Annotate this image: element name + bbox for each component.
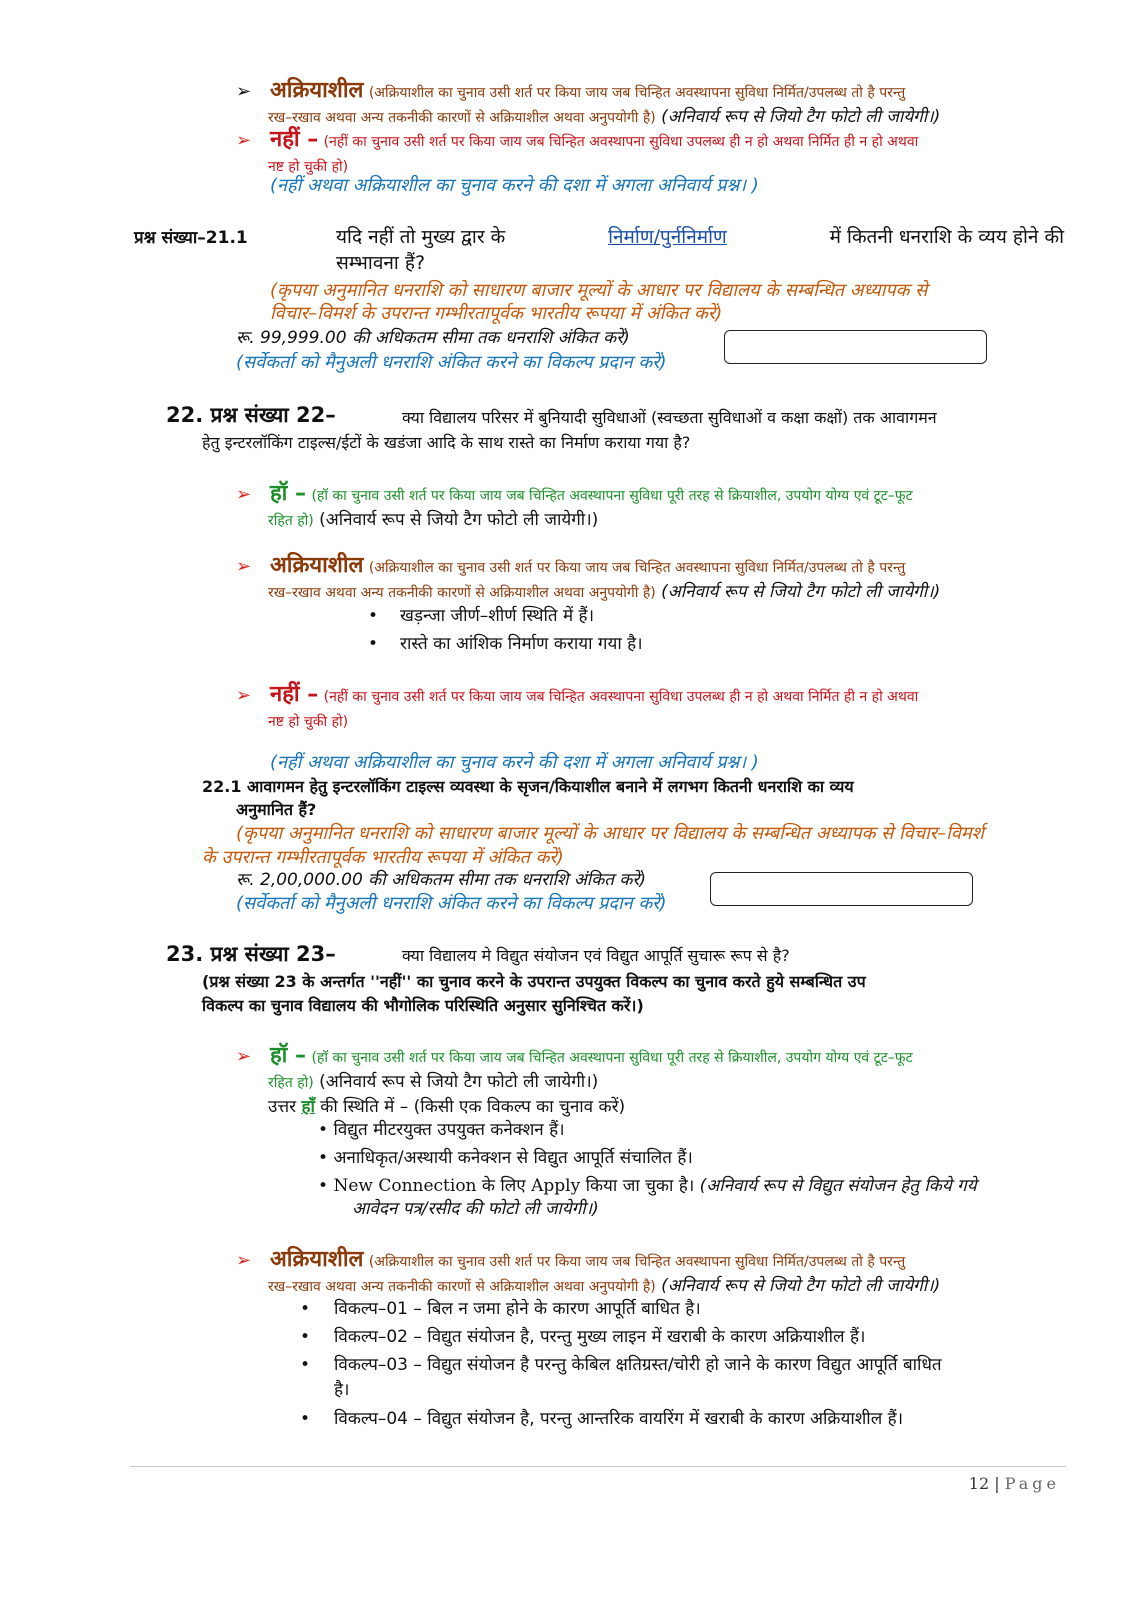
question-text: अनुमानित हैं? [236, 800, 317, 819]
vikalp-text: – बिल न जमा होने के कारण आपूर्ति बाधित है। [413, 1299, 701, 1319]
question-text: यदि नहीं तो मुख्य द्वार के [336, 226, 506, 248]
question-link-text: निर्माण/पुर्ननिर्माण [608, 226, 727, 248]
option-note: (अक्रियाशील का चुनाव उसी शर्त पर किया जाय जब चिन्हित अवस्थापना सुविधा निर्मित/उपलब्ध तो है परन्तु [368, 560, 906, 576]
option-head: अक्रियाशील [270, 553, 364, 578]
vikalp-text: – विद्युत संयोजन है, परन्तु मुख्य लाइन में खराबी के कारण अक्रियाशील हैं। [413, 1327, 866, 1347]
list-item [318, 1118, 565, 1143]
option-note: (हॉ का चुनाव उसी शर्त पर किया जाय जब चिन्हित अवस्थापना सुविधा पूरी तरह से क्रियाशील, उपयोग योग्य एवं टूट–फूट [311, 1050, 913, 1066]
vikalp-text: – विद्युत संयोजन है, परन्तु आन्तरिक वायरिंग में खराबी के कारण अक्रियाशील हैं। [413, 1409, 904, 1429]
option-note: नष्ट हो चुकी हो) [268, 714, 349, 730]
vikalp-list [300, 1297, 1060, 1432]
vikalp-label: विकल्प–03 [334, 1355, 408, 1375]
geotag-note: (अनिवार्य रूप से जियो टैग फोटो ली जायेगी।) [661, 582, 941, 602]
arrow-bullet-icon: ➢ [236, 484, 252, 505]
bullet-dot-icon: • [368, 606, 379, 626]
page-word: Page [1004, 1474, 1060, 1493]
page-number: 12 [968, 1474, 990, 1493]
manual-entry-note: (सर्वेकर्ता को मैनुअली धनराशि अंकित करने का विकल्प प्रदान करें) [236, 893, 667, 914]
option-head: हॉ – [270, 1043, 307, 1068]
vikalp-item [300, 1325, 1060, 1350]
list-item-note: (अनिवार्य रूप से विद्युत संयोजन हेतु किये गये [699, 1176, 977, 1196]
manual-entry-note: (सर्वेकर्ता को मैनुअली धनराशि अंकित करने का विकल्प प्रदान करें) [236, 352, 667, 373]
arrow-bullet-icon: ➢ [236, 130, 252, 151]
hint-text: (कृपया अनुमानित धनराशि को साधारण बाजार मूल्यों के आधार पर विद्यालय के सम्बन्धित अध्यापक से विचार–विमर्श [236, 823, 984, 844]
option-note: (अक्रियाशील का चुनाव उसी शर्त पर किया जाय जब चिन्हित अवस्थापना सुविधा निर्मित/उपलब्ध तो है परन्तु [368, 1254, 906, 1270]
next-question-note: (नहीं अथवा अक्रियाशील का चुनाव करने की दशा में अगला अनिवार्य प्रश्न। ) [270, 752, 759, 773]
list-item [318, 1146, 693, 1171]
option-note: नष्ट हो चुकी हो) [268, 159, 349, 175]
arrow-bullet-icon: ➢ [236, 1046, 252, 1067]
hint-text: के उपरान्त गम्भीरतापूर्वक भारतीय रूपया में अंकित करें) [202, 847, 564, 868]
option-note: रख–रखाव अथवा अन्य तकनीकी कारणों से अक्रियाशील अथवा अनुपयोगी है) [268, 110, 656, 126]
top-akriyasheel-option [236, 78, 940, 130]
bullet-dot-icon: • [300, 1299, 311, 1319]
top-nahin-option [236, 127, 918, 179]
vikalp-item [300, 1297, 1060, 1322]
option-head: हॉ – [270, 481, 307, 506]
vikalp-label: विकल्प–04 [334, 1409, 408, 1429]
next-question-note: (नहीं अथवा अक्रियाशील का चुनाव करने की दशा में अगला अनिवार्य प्रश्न। ) [270, 175, 759, 196]
question-text: सम्भावना हैं? [336, 252, 426, 274]
instruction-text: (प्रश्न संख्या 23 के अन्तर्गत ''नहीं'' का चुनाव करने के उपरान्त उपयुक्त विकल्प का चुनाव करते हुये सम्बन्धित उप [202, 972, 866, 991]
question-text: हेतु इन्टरलॉकिंग टाइल्स/ईटों के खडंजा आदि के साथ रास्ते का निर्माण कराया गया है? [202, 433, 691, 452]
footer-separator: | [994, 1474, 1000, 1493]
hint-text: (कृपया अनुमानित धनराशि को साधारण बाजार मूल्यों के आधार पर विद्यालय के सम्बन्धित अध्यापक से [270, 280, 928, 301]
geotag-note: (अनिवार्य रूप से जियो टैग फोटो ली जायेगी।) [319, 1072, 599, 1092]
option-note: रहित हो) [268, 1075, 314, 1091]
geotag-note: (अनिवार्य रूप से जियो टैग फोटो ली जायेगी।) [319, 510, 599, 530]
question-label: प्रश्न संख्या–21.1 [134, 228, 248, 248]
state-text: उत्तर [268, 1097, 297, 1117]
amount-input-21-1[interactable] [724, 330, 987, 364]
footer-divider [130, 1466, 1066, 1467]
q22-akriyasheel-option [236, 553, 940, 605]
list-item [368, 604, 594, 629]
option-note: (अक्रियाशील का चुनाव उसी शर्त पर किया जाय जब चिन्हित अवस्थापना सुविधा निर्मित/उपलब्ध तो है परन्तु [368, 85, 906, 101]
q22-haan-option [236, 481, 913, 533]
bullet-dot-icon: • [300, 1409, 311, 1429]
page-footer [969, 1474, 1060, 1493]
amount-limit: रू. 99,999.00 की अधिकतम सीमा तक धनराशि अंकित करें) [236, 328, 630, 348]
geotag-note: (अनिवार्य रूप से जियो टैग फोटो ली जायेगी।) [661, 107, 941, 127]
question-text: क्या विद्यालय मे विद्युत संयोजन एवं विद्युत आपूर्ति सुचारू रूप से है? [402, 946, 790, 965]
option-note: रख–रखाव अथवा अन्य तकनीकी कारणों से अक्रियाशील अथवा अनुपयोगी है) [268, 1279, 656, 1295]
question-label: 22. प्रश्न संख्या 22– [166, 403, 336, 427]
question-text: में कितनी धनराशि के व्यय होने की [829, 226, 1064, 248]
vikalp-text: है। [334, 1380, 350, 1400]
option-note: रख–रखाव अथवा अन्य तकनीकी कारणों से अक्रियाशील अथवा अनुपयोगी है) [268, 585, 656, 601]
question-21-1 [336, 224, 1064, 276]
vikalp-label: विकल्प–02 [334, 1327, 408, 1347]
vikalp-label: विकल्प–01 [334, 1299, 408, 1319]
list-item-note: आवेदन पत्र/रसीद की फोटो ली जायेगी।) [352, 1199, 599, 1219]
hint-text: विचार–विमर्श के उपरान्त गम्भीरतापूर्वक भारतीय रूपया में अंकित करें) [270, 303, 723, 324]
amount-limit: रू. 2,00,000.00 की अधिकतम सीमा तक धनराशि अंकित करें) [236, 870, 646, 890]
question-text: 22.1 आवागमन हेतु इन्टरलॉकिंग टाइल्स व्यवस्था के सृजन/कियाशील बनाने में लगभग कितनी धनराशि का व्यय [202, 777, 854, 796]
q23-akriyasheel-option [236, 1247, 940, 1299]
bullet-dot-icon: • [318, 1176, 334, 1196]
list-item-text: खड़न्जा जीर्ण–शीर्ण स्थिति में हैं। [400, 606, 595, 626]
bullet-dot-icon: • [368, 634, 379, 654]
arrow-bullet-icon: ➢ [236, 685, 252, 706]
bullet-dot-icon: • [300, 1355, 311, 1375]
list-item [368, 632, 643, 657]
question-label: 23. प्रश्न संख्या 23– [166, 942, 336, 966]
bullet-dot-icon: • [300, 1327, 311, 1347]
instruction-text: विकल्प का चुनाव विद्यालय की भौगोलिक परिस्थिति अनुसार सुनिश्चित करें।) [202, 996, 644, 1015]
option-note: (नहीं का चुनाव उसी शर्त पर किया जाय जब चिन्हित अवस्थापना सुविधा उपलब्ध ही न हो अथवा निर्मित ही न हो अथवा [323, 689, 919, 705]
option-head: अक्रियाशील [270, 1247, 364, 1272]
list-item-text: New Connection के लिए Apply किया जा चुका है। [333, 1176, 695, 1196]
arrow-bullet-icon: ➢ [236, 81, 252, 102]
arrow-bullet-icon: ➢ [236, 556, 252, 577]
amount-input-22-1[interactable] [710, 872, 973, 906]
arrow-bullet-icon: ➢ [236, 1250, 252, 1271]
state-text: की स्थिति में – (किसी एक विकल्प का चुनाव करें) [320, 1097, 626, 1117]
vikalp-item [300, 1353, 1060, 1378]
geotag-note: (अनिवार्य रूप से जियो टैग फोटो ली जायेगी।) [661, 1276, 941, 1296]
option-note: (नहीं का चुनाव उसी शर्त पर किया जाय जब चिन्हित अवस्थापना सुविधा उपलब्ध ही न हो अथवा निर्मित ही न हो अथवा [323, 134, 919, 150]
question-text: क्या विद्यालय परिसर में बुनियादी सुविधाओं (स्वच्छता सुविधाओं व कक्षा कक्षों) तक आवागमन [402, 408, 937, 427]
list-item-text: विद्युत मीटरयुक्त उपयुक्त कनेक्शन हैं। [333, 1120, 565, 1140]
vikalp-text: – विद्युत संयोजन है परन्तु केबिल क्षतिग्रस्त/चोरी हो जाने के कारण विद्युत आपूर्ति बाधित [413, 1355, 942, 1375]
q23-haan-option [236, 1043, 913, 1120]
list-item-text: रास्ते का आंशिक निर्माण कराया गया है। [400, 634, 643, 654]
option-note: रहित हो) [268, 513, 314, 529]
state-highlight: हॉं [301, 1097, 315, 1117]
vikalp-item [300, 1407, 1060, 1432]
list-item-text: अनाधिकृत/अस्थायी कनेक्शन से विद्युत आपूर्ति संचालित हैं। [333, 1148, 693, 1168]
bullet-dot-icon: • [318, 1148, 334, 1168]
list-item [318, 1174, 977, 1199]
option-note: (हॉ का चुनाव उसी शर्त पर किया जाय जब चिन्हित अवस्थापना सुविधा पूरी तरह से क्रियाशील, उपयोग योग्य एवं टूट–फूट [311, 488, 913, 504]
q22-nahin-option [236, 682, 918, 734]
option-head: नहीं – [270, 127, 319, 152]
option-head: अक्रियाशील [270, 78, 364, 103]
bullet-dot-icon: • [318, 1120, 334, 1140]
option-head: नहीं – [270, 682, 319, 707]
